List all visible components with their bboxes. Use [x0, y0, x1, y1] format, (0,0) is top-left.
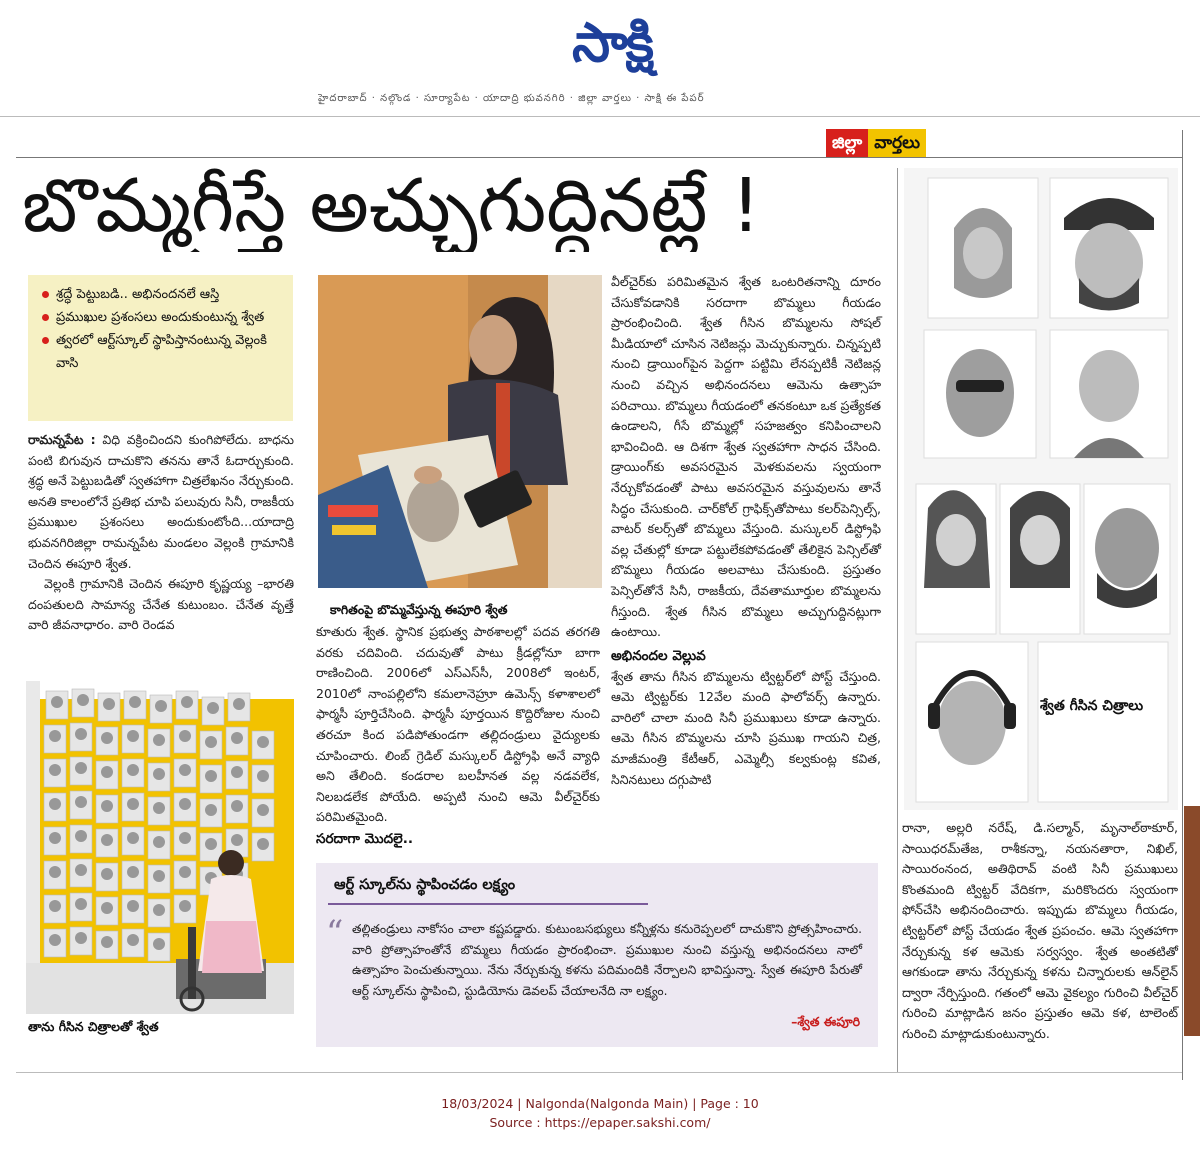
photo-wall-portraits-art [26, 681, 294, 1014]
column-1-para-2: వెల్లంకి గ్రామానికి చెందిన ఈపూరి కృష్ణయ్య –భారతి దంపతులది సామాన్య చేనేత కుటుంబం. చేనేత వృత్తే వారి జీవనాధారం. వారి రెండవ [28, 576, 294, 633]
masthead-divider [0, 116, 1200, 117]
highlight-item: త్వరలో ఆర్ట్‌స్కూల్ స్థాపిస్తానంటున్న వెల్లంకి వాసి [40, 329, 283, 375]
section-tag [826, 129, 926, 157]
subhead-started-casually: సరదాగా మొదలై.. [316, 830, 413, 847]
subhead-congratulations: అభినందల వెల్లువ [611, 647, 706, 664]
gallery-left-rule [897, 168, 898, 1073]
highlights-box [28, 275, 293, 421]
page-bottom-rule [16, 1072, 1182, 1073]
photo-drawing-art [318, 275, 602, 588]
footer-source-link[interactable]: Source : https://epaper.sakshi.com/ [489, 1115, 711, 1130]
headline: బొమ్మగీస్తే అచ్చుగుద్దినట్లే ! [22, 163, 761, 249]
photo-drawing [318, 275, 602, 588]
section-tag-news: వార్తలు [868, 129, 926, 157]
caption-photo-wall: తాను గీసిన చిత్రాలతో శ్వేత [28, 1019, 159, 1034]
quote-signature: –శ్వేత ఈపూరి [791, 1014, 860, 1029]
article-column-4 [902, 818, 1178, 1045]
adjacent-article-photo [1184, 806, 1200, 1036]
highlight-item: శ్రద్ధే పెట్టుబడి.. అభినందనలే ఆస్తి [40, 283, 283, 306]
column-1-para-1: విధి వక్రించిందని కుంగిపోలేదు. బాధను పంటి బిగువున దాచుకొని తనను తానే ఓదార్చుకుంది. శ్రద్ధ అనే పెట్టుబడితో స్వతహాగా చిత్రలేఖనం నేర్చుకుంది. అనతి కాలంలోనే ప్రతిభ చూపి పలువురు సినీ, రాజకీయ ప్రముఖుల ప్రశంసలు అందుకుంటోంది...యాదాద్రి భువనగిరిజిల్లా రామన్నపేట మండలం వెల్లంకి గ్రామానికి చెందిన ఈపూరి శ్వేత. [28, 432, 294, 571]
quote-title-rule [328, 903, 648, 905]
masthead-ticker: హైదరాబాద్ · నల్గొండ · సూర్యాపేట · యాదాద్రి భువనగిరి · జిల్లా వార్తలు · సాక్షి ఈ పేపర్ [318, 93, 705, 104]
column-4-para-1: రానా, అల్లరి నరేష్, డి.సల్మాన్, మృనాల్‌ఠాకూర్, సాయిధరమ్‌తేజ, రాశీకన్నా, నయనతారా, నిఖిల్, సాయిరంనంద, అతిథిరావ్ వంటి సినీ ప్రముఖులు కొంతమంది ట్విట్టర్ వేదికగా, మరికొందరు స్వయంగా ఫోన్‌చేసి అభినందించారు. ఇప్పుడు బొమ్మలు గీయడం, ట్విట్టర్‌లో పోస్ట్ చేయడం శ్వేత ప్రపంచం. ఆమె స్వతహాగా నేర్చుకున్న కళ ఆమెకు సర్వస్వం. శ్వేత అంతటితో ఆగకుండా తాను నేర్చుకున్న కళను చిన్నారులకు ఆన్‌లైన్ ద్వారా నేర్పిస్తుంది. గతంలో ఆమె వైకల్యం గురించి వీల్‌చైర్ గురించి మాట్లాడిన జనం ప్రస్తుతం ఆమె కళ, టాలెంట్ గురించి మాట్లాడుకుంటున్నారు. [902, 820, 1178, 1041]
column-3-para-2: శ్వేత తాను గీసిన బొమ్మలను ట్విట్టర్‌లో పోస్ట్ చేస్తుంది. ఆమె ట్విట్టర్‌కు 12వేల మంది ఫాలోవర్స్ ఉన్నారు. వారిలో చాలా మంది సినీ ప్రముఖులు కూడా ఉన్నారు. ఆమె గీసిన బొమ్మలను చూసి ప్రముఖ గాయని చిత్ర, మాజీమంత్రి కేటీఆర్, ఎమ్మెల్సీ కల్వకుంట్ల కవిత, సినినటులు దగ్గుపాటి [611, 668, 881, 787]
photo-wall-portraits [26, 681, 294, 1014]
masthead [0, 0, 1200, 110]
column-3-para-1: వీల్‌చైర్‌కు పరిమితమైన శ్వేత ఒంటరితనాన్ని దూరం చేసుకోవడానికి సరదాగా బొమ్మలు గీయడం ప్రారంభించింది. శ్వేత గీసిన బొమ్మలను సోషల్ మీడియాలో చూసిన నెటిజన్లు మెచ్చుకున్నారు. చిన్నప్పటి నుంచి డ్రాయింగ్‌పైన పెద్దగా పట్టిమి లేనప్పటికీ నెటిజన్ల నుంచి వచ్చిన అభినందనలు ఆమెను ఉత్సాహ పరిచాయి. బొమ్మలు గీయడంలో తనకంటూ ఒక ప్రత్యేకత ఉండాలని, గీసే బొమ్మల్లో సహజత్వం కనిపించాలని భావించింది. ఆ దిశగా శ్వేత స్వతహాగా సాధన చేసింది. డ్రాయింగ్‌కు అవసరమైన మెళకువలను స్వయంగా నేర్చుకోవడంతో పాటు అవసరమైన వస్తువులను తానే సిద్ధం చేసుకుంది. చార్‌కోల్ గ్రాఫిక్స్‌తోపాటు కలర్‌పెన్సిల్స్, వాటర్ కలర్స్‌తో బొమ్మలు వేస్తుంది. మస్కులర్ డిస్ట్రోఫి వల్ల చేతుల్లో కూడా పట్టులేకపోవడంతో తేలికైన పెన్సిల్‌తో బొమ్మలు గీయడం అలవాటు చేసుకుంది. ప్రస్తుతం పెన్సిల్‌తోనే సినీ, రాజకీయ, దేవతామూర్తుల బొమ్మలను గీస్తుంది. శ్వేత గీసిన బొమ్మలు అచ్చుగుద్దినట్లుగా ఉంటాయి. [611, 274, 881, 640]
sakshi-logo: సాక్షి [572, 11, 652, 74]
article-column-1 [28, 430, 294, 636]
dateline: రామన్నపేట : [28, 432, 96, 447]
section-divider [16, 157, 1182, 158]
highlight-item: ప్రముఖుల ప్రశంసలు అందుకుంటున్న శ్వేత [40, 306, 283, 329]
article-column-2 [316, 622, 600, 850]
right-edge-rule [1182, 130, 1183, 1080]
article-column-3 [611, 272, 881, 790]
caption-photo-drawing: కాగితంపై బొమ్మవేస్తున్న ఈపూరి శ్వేత [330, 602, 508, 617]
column-2-para-1: కూతురు శ్వేత. స్థానిక ప్రభుత్వ పాఠశాలల్లో పదవ తరగతి వరకు చదివింది. చదువుతో పాటు క్రీడల్లోనూ బాగా రాణించింది. 2006లో ఎస్ఎస్‌సీ, 2008లో ఇంటర్, 2010లో నాంపల్లిలోని కమలానెహ్రూ ఉమెన్స్ కళాశాలలో ఫార్మసీ పూర్తిచేసింది. ఫార్మసీ పూర్తయిన కొద్దిరోజుల నుంచి తరచూ కింద పడిపోతుండగా తల్లిదండ్రులు వైద్యులకు చూపించారు. లింబ్ గ్రెడిల్ మస్కులర్ డిస్ట్రోఫి అనే వ్యాధి అని తేలింది. కండరాల బలహీనత వల్ల నడవలేక, నిలబడలేక పోయేది. అప్పటి నుంచి ఆమె వీల్‌చైర్‌కు పరిమితమైంది. [316, 624, 600, 825]
caption-gallery: శ్వేత గీసిన చిత్రాలు [1040, 698, 1144, 714]
quote-title: ఆర్ట్ స్కూల్‌ను స్థాపించడం లక్ష్యం [334, 877, 516, 893]
section-tag-district: జిల్లా [826, 129, 868, 157]
quote-mark-icon: “ [326, 913, 344, 953]
quote-text: తల్లితండ్రులు నాకోసం చాలా కష్టపడ్డారు. కుటుంబసభ్యులు కన్నీళ్లను కనురెప్పలలో దాచుకొని ప్రోత్సహించారు. వారి ప్రోత్సాహంతోనే బొమ్మలు గీయడం ప్రారంభించా. ప్రముఖుల నుంచి వస్తున్న అభినందనలు నాలో ఉత్సాహం పెంచుతున్నాయి. నేను నేర్చుకున్న కళను పదిమందికి నేర్పాలని భావిస్తున్నా. స్వేత ఈపూరి పేరుతో ఆర్ట్ స్కూల్‌ను స్థాపించి, స్టుడియోను డెవలప్ చేయాలనేది నా లక్ష్యం. [352, 922, 862, 998]
footer-edition-info: 18/03/2024 | Nalgonda(Nalgonda Main) | Page : 10 [441, 1096, 759, 1111]
quote-box [316, 863, 878, 1047]
